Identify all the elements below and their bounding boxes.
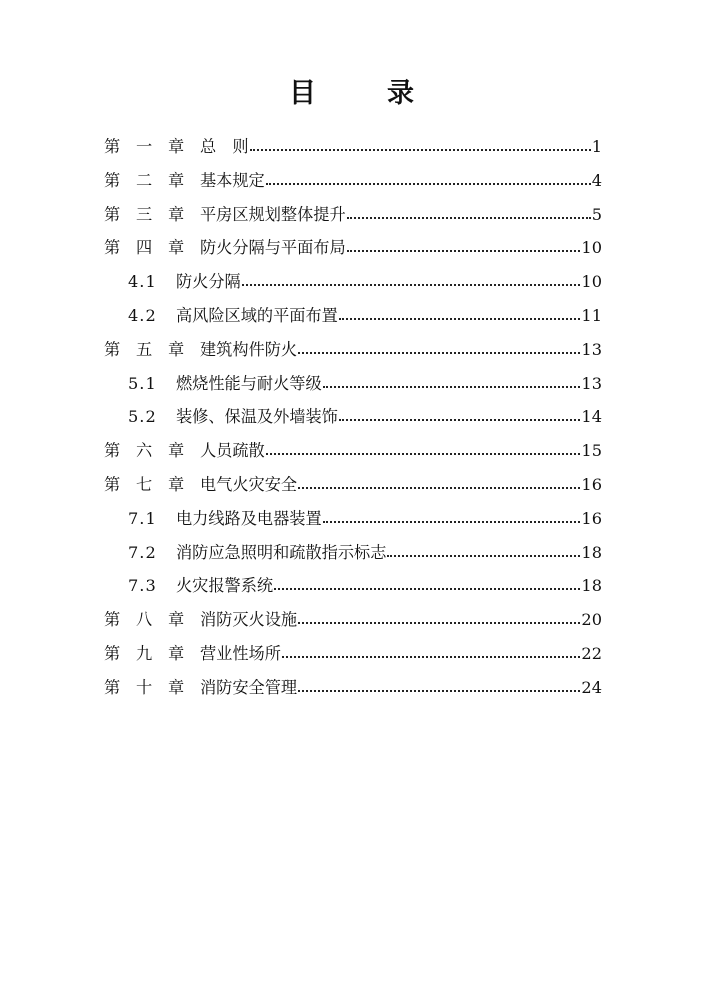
toc-dot-leader	[298, 339, 580, 355]
toc-section-entry[interactable]	[104, 265, 602, 299]
toc-entry-page: 22	[581, 643, 602, 663]
toc-entry-label: 燃烧性能与耐火等级	[176, 373, 322, 393]
toc-entry-number-char: 二	[136, 170, 153, 190]
toc-entry-number-char: 章	[168, 677, 185, 697]
toc-entry-number	[104, 603, 200, 637]
toc-entry-number-char: 七	[136, 474, 153, 494]
toc-dot-leader	[347, 203, 591, 219]
toc-entry-number-char: 第	[104, 474, 121, 494]
toc-dot-leader	[387, 541, 580, 557]
toc-dot-leader	[298, 474, 580, 490]
toc-entry-number-char: 五	[136, 339, 153, 359]
toc-entry-number-char: 十	[136, 677, 153, 697]
toc-section-entry[interactable]	[104, 400, 602, 434]
toc-entry-page: 16	[581, 508, 602, 528]
toc-entry-page: 14	[581, 407, 602, 427]
toc-entry-number: 7.1	[128, 508, 157, 528]
toc-chapter-entry[interactable]	[104, 468, 602, 502]
toc-entry-number-char: 章	[168, 170, 185, 190]
toc-entry-label: 营业性场所	[200, 643, 281, 663]
toc-section-entry[interactable]	[104, 502, 602, 536]
toc-entry-number	[104, 671, 200, 705]
toc-entry-number	[104, 468, 200, 502]
toc-entry-page: 11	[581, 305, 602, 325]
toc-entry-label: 人员疏散	[200, 441, 265, 461]
toc-entry-page: 5	[591, 204, 602, 224]
toc-entry-number-char: 四	[136, 238, 153, 258]
toc-entry-label: 基本规定	[200, 170, 265, 190]
toc-dot-leader	[339, 305, 581, 321]
toc-entry-page: 16	[581, 474, 602, 494]
toc-entry-page: 10	[581, 238, 602, 258]
toc-section-entry[interactable]	[104, 367, 602, 401]
toc-entry-page: 13	[581, 339, 602, 359]
toc-dot-leader	[266, 170, 591, 186]
toc-entry-number	[104, 231, 200, 265]
toc-dot-leader	[242, 271, 581, 287]
toc-entry-number-char: 章	[168, 238, 185, 258]
toc-entry-number-char: 第	[104, 677, 121, 697]
toc-entry-number: 4.1	[128, 272, 157, 292]
toc-entry-number-char: 第	[104, 204, 121, 224]
toc-entry-number	[104, 333, 200, 367]
toc-entry-number-char: 章	[168, 643, 185, 663]
toc-entry-page: 10	[581, 272, 602, 292]
toc-entry-number-char: 章	[168, 474, 185, 494]
toc-entry-number-char: 章	[168, 204, 185, 224]
toc-dot-leader	[282, 643, 580, 659]
toc-entry-number-char: 第	[104, 238, 121, 258]
toc-title: 目 录	[289, 78, 436, 109]
toc-dot-leader	[323, 508, 581, 524]
toc-entry-number	[104, 637, 200, 671]
toc-entry-page: 18	[581, 576, 602, 596]
toc-entry-label: 消防安全管理	[200, 677, 298, 697]
toc-chapter-entry[interactable]	[104, 164, 602, 198]
toc-entry-number-char: 第	[104, 137, 121, 156]
toc-entry-page: 1	[591, 137, 602, 156]
toc-entry-number-char: 第	[104, 643, 121, 663]
toc-dot-leader	[274, 575, 580, 591]
toc-entry-label: 防火分隔与平面布局	[200, 238, 346, 258]
toc-entry-label: 消防应急照明和疏散指示标志	[176, 542, 387, 562]
toc-entry-label: 电力线路及电器装置	[176, 508, 322, 528]
toc-entry-number-char: 第	[104, 441, 121, 461]
toc-entry-page: 13	[581, 373, 602, 393]
toc-entry-number-char: 第	[104, 610, 121, 630]
toc-chapter-entry[interactable]	[104, 603, 602, 637]
toc-dot-leader	[298, 677, 580, 693]
toc-entry-number	[104, 130, 200, 164]
toc-entry-number-char: 八	[136, 610, 153, 630]
toc-section-entry[interactable]	[104, 536, 602, 570]
table-of-contents	[104, 130, 602, 705]
toc-chapter-entry[interactable]	[104, 671, 602, 705]
toc-entry-number: 7.3	[128, 576, 157, 596]
toc-entry-number-char: 第	[104, 339, 121, 359]
toc-entry-label: 高风险区域的平面布置	[176, 305, 338, 325]
toc-entry-number-char: 一	[136, 137, 153, 156]
toc-entry-label: 火灾报警系统	[176, 576, 274, 596]
toc-chapter-entry[interactable]	[104, 130, 602, 164]
toc-dot-leader	[323, 372, 581, 388]
toc-entry-number-char: 九	[136, 643, 153, 663]
toc-entry-label: 消防灭火设施	[200, 610, 298, 630]
toc-entry-label: 总 则	[200, 137, 249, 156]
toc-entry-page: 24	[581, 677, 602, 697]
toc-entry-number-char: 三	[136, 204, 153, 224]
toc-entry-page: 4	[591, 170, 602, 190]
toc-entry-number: 5.2	[128, 407, 157, 427]
toc-chapter-entry[interactable]	[104, 231, 602, 265]
toc-entry-label: 装修、保温及外墙装饰	[176, 407, 338, 427]
toc-chapter-entry[interactable]	[104, 198, 602, 232]
toc-entry-label: 建筑构件防火	[200, 339, 298, 359]
toc-entry-number: 7.2	[128, 542, 157, 562]
toc-entry-number-char: 章	[168, 610, 185, 630]
toc-chapter-entry[interactable]	[104, 637, 602, 671]
toc-entry-label: 平房区规划整体提升	[200, 204, 346, 224]
toc-dot-leader	[339, 406, 581, 422]
toc-entry-number: 5.1	[128, 373, 157, 393]
toc-dot-leader	[298, 609, 580, 625]
toc-entry-number: 4.2	[128, 305, 157, 325]
toc-entry-label: 防火分隔	[176, 272, 241, 292]
toc-entry-page: 20	[581, 610, 602, 630]
toc-entry-page: 18	[581, 542, 602, 562]
toc-dot-leader	[266, 440, 581, 456]
toc-entry-number	[104, 198, 200, 232]
toc-chapter-entry[interactable]	[104, 333, 602, 367]
toc-dot-leader	[347, 237, 581, 253]
toc-entry-number-char: 章	[168, 339, 185, 359]
toc-dot-leader	[250, 136, 591, 152]
toc-entry-number	[104, 164, 200, 198]
toc-section-entry[interactable]	[104, 569, 602, 603]
toc-entry-label: 电气火灾安全	[200, 474, 298, 494]
toc-entry-page: 15	[581, 441, 602, 461]
toc-entry-number	[104, 434, 200, 468]
toc-chapter-entry[interactable]	[104, 434, 602, 468]
toc-entry-number-char: 章	[168, 441, 185, 461]
toc-entry-number-char: 章	[168, 137, 185, 156]
toc-entry-number-char: 第	[104, 170, 121, 190]
toc-section-entry[interactable]	[104, 299, 602, 333]
toc-entry-number-char: 六	[136, 441, 153, 461]
